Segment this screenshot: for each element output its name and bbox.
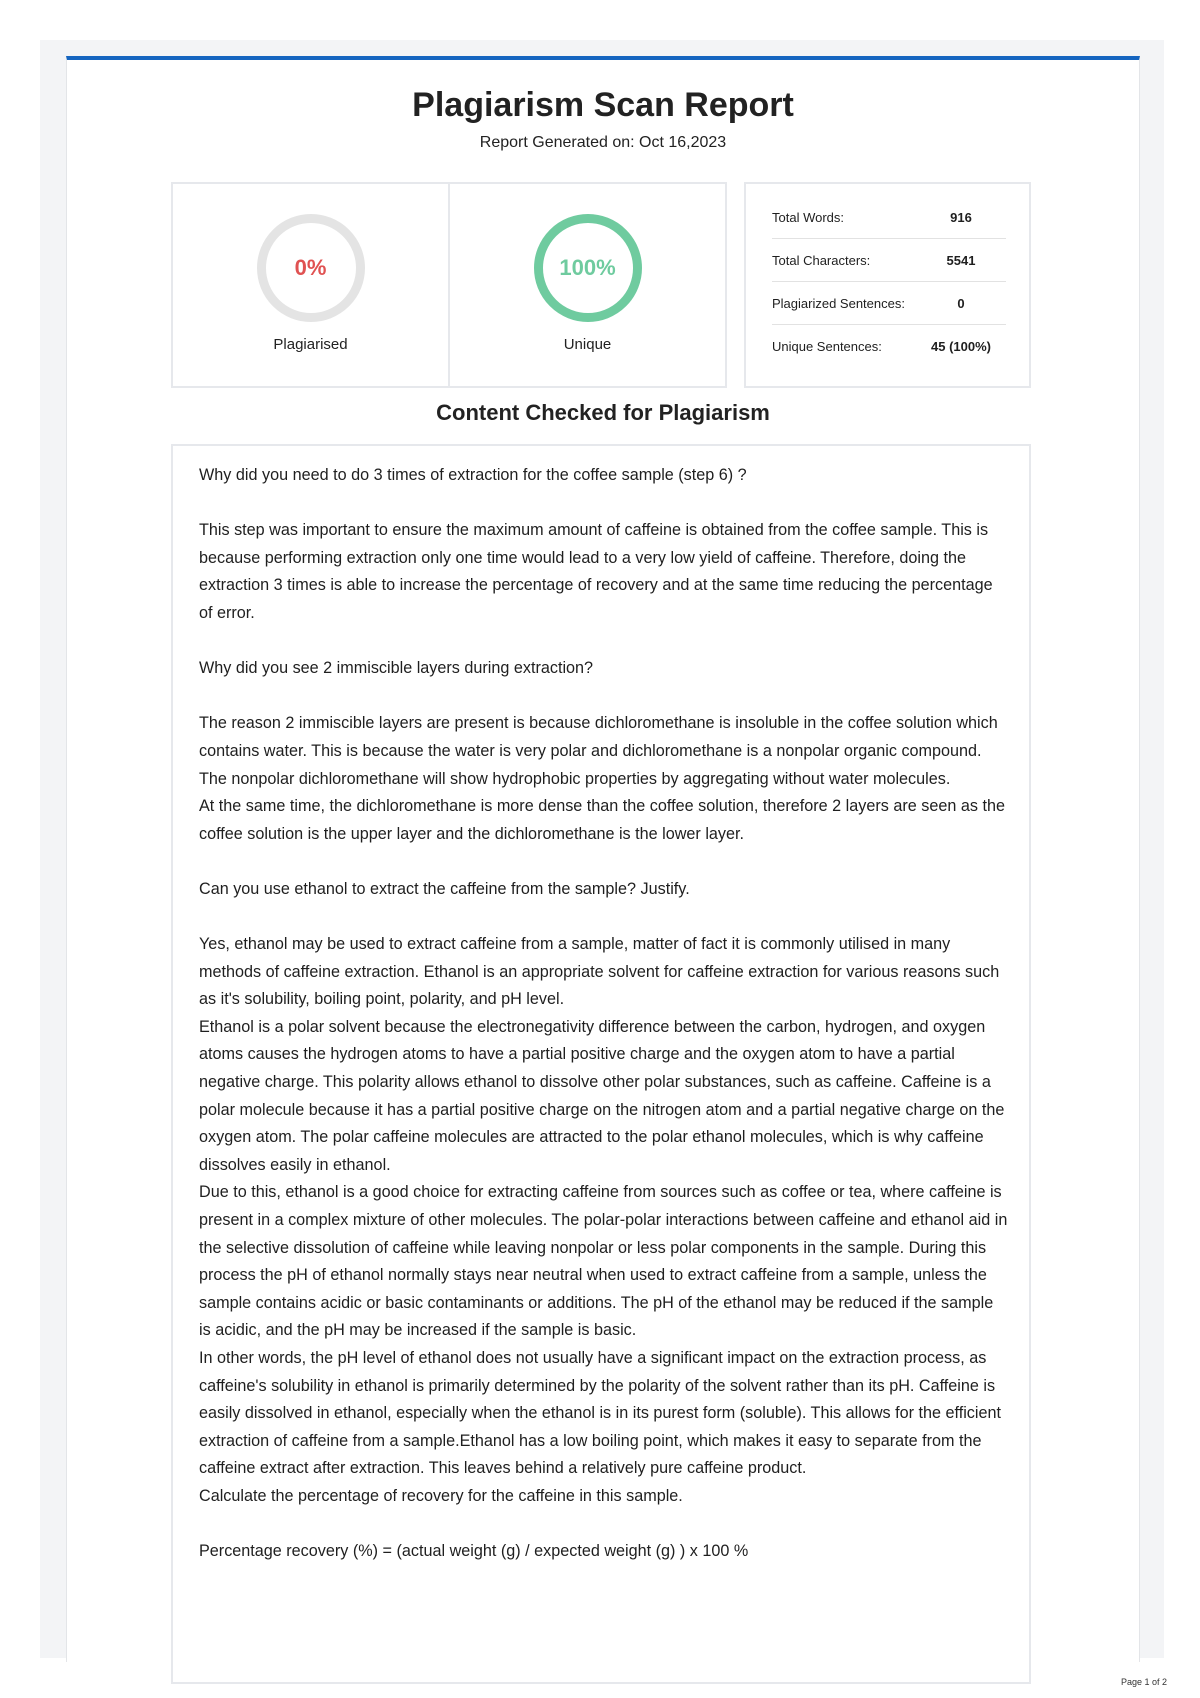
question-3: Can you use ethanol to extract the caffeine from the sample? Justify. xyxy=(199,879,690,898)
stat-value: 916 xyxy=(916,196,1006,239)
question-2: Why did you see 2 immiscible layers during extraction? xyxy=(199,659,594,678)
stats-row-total-characters xyxy=(772,239,1006,282)
stat-label: Total Characters: xyxy=(772,239,916,282)
report-generated-date: Report Generated on: Oct 16,2023 xyxy=(479,134,727,151)
stat-value: 0 xyxy=(916,282,1006,325)
question-4: Calculate the percentage of recovery for the caffeine in this sample. xyxy=(199,1486,683,1505)
page-background xyxy=(40,40,1164,1658)
unique-score-card xyxy=(448,182,727,388)
plagiarised-label: Plagiarised xyxy=(273,336,348,353)
stat-label: Unique Sentences: xyxy=(772,338,882,354)
stats-table xyxy=(772,196,1006,367)
checked-content-text xyxy=(199,462,1009,1566)
report-title: Plagiarism Scan Report xyxy=(412,86,794,124)
checked-content-box xyxy=(171,444,1031,1684)
answer-2-paragraph: The reason 2 immiscible layers are present is because dichloromethane is insoluble in the coffee solution which contains water. This is because the water is very polar and dichloromethane is a nonpolar organic compound. The nonpolar dichloromethane will show hydrophobic properties by aggregating without water molecules. xyxy=(199,714,998,788)
answer-2-paragraph: At the same time, the dichloromethane is more dense than the coffee solution, therefore 2 layers are seen as the coffee solution is the upper layer and the dichloromethane is the lower layer. xyxy=(199,797,1005,843)
answer-3-paragraph: Ethanol is a polar solvent because the electronegativity difference between the carbon, hydrogen, and oxygen atoms causes the hydrogen atoms to have a partial positive charge and the oxygen atom to have a partial negative charge. This polarity allows ethanol to dissolve other polar substances, such as caffeine. Caffeine is a polar molecule because it has a partial positive charge on the nitrogen atom and a partial negative charge on the oxygen atom. The polar caffeine molecules are attracted to the polar ethanol molecules, which is why caffeine dissolves easily in ethanol. xyxy=(199,1017,1005,1174)
answer-3-paragraph: Due to this, ethanol is a good choice for extracting caffeine from sources such as coffee or tea, where caffeine is present in a complex mixture of other molecules. The polar-polar interactions between caffeine and ethanol aid in the selective dissolution of caffeine while leaving nonpolar or less polar components in the sample. During this process the pH of ethanol normally stays near neutral when used to extract caffeine from a sample, unless the sample contains acidic or basic contaminants or additions. The pH of the ethanol may be reduced if the sample is acidic, and the pH may be increased if the sample is basic. xyxy=(199,1183,1008,1340)
unique-percent: 100% xyxy=(559,255,616,280)
plagiarised-ring xyxy=(257,214,365,322)
stats-row-total-words xyxy=(772,196,1006,239)
recovery-formula: Percentage recovery (%) = (actual weight (g) / expected weight (g) ) x 100 % xyxy=(199,1542,749,1561)
stat-label: Plagiarized Sentences: xyxy=(772,282,916,325)
plagiarised-score-card xyxy=(171,182,450,388)
stats-card xyxy=(744,182,1031,388)
stat-value: 5541 xyxy=(916,239,1006,282)
question-1: Why did you need to do 3 times of extraction for the coffee sample (step 6) ? xyxy=(199,466,747,484)
answer-3-paragraph: In other words, the pH level of ethanol does not usually have a significant impact on the extraction process, as caffeine's solubility in ethanol is primarily determined by the polarity of the solvent rather than its pH. Caffeine is easily dissolved in ethanol, especially when the ethanol is in its purest form (soluble). This allows for the efficient extraction of caffeine from a sample.Ethanol has a low boiling point, which makes it easy to separate from the caffeine extract after extraction. This leaves behind a relatively pure caffeine product. xyxy=(199,1349,1001,1478)
plagiarised-percent: 0% xyxy=(294,255,327,280)
unique-ring xyxy=(534,214,642,322)
page-number: Page 1 of 2 xyxy=(1120,1677,1167,1687)
unique-label: Unique xyxy=(563,336,612,353)
answer-3-paragraph: Yes, ethanol may be used to extract caffeine from a sample, matter of fact it is commonly utilised in many methods of caffeine extraction. Ethanol is an appropriate solvent for caffeine extraction for various reasons such as it's solubility, boiling point, polarity, and pH level. xyxy=(199,935,1000,1009)
content-section-title: Content Checked for Plagiarism xyxy=(436,400,770,425)
stats-row-unique-sentences xyxy=(772,325,1006,368)
stats-row-plagiarized-sentences xyxy=(772,282,1006,325)
answer-1: This step was important to ensure the maximum amount of caffeine is obtained from the coffee sample. This is because performing extraction only one time would lead to a very low yield of caffeine. Therefore, doing the extraction 3 times is able to increase the percentage of recovery and at the same time reducing the percentage of error. xyxy=(199,521,993,622)
report-card xyxy=(66,56,1140,1662)
stat-label: Total Words: xyxy=(772,196,916,239)
stat-value: 45 (100%) xyxy=(931,338,991,354)
